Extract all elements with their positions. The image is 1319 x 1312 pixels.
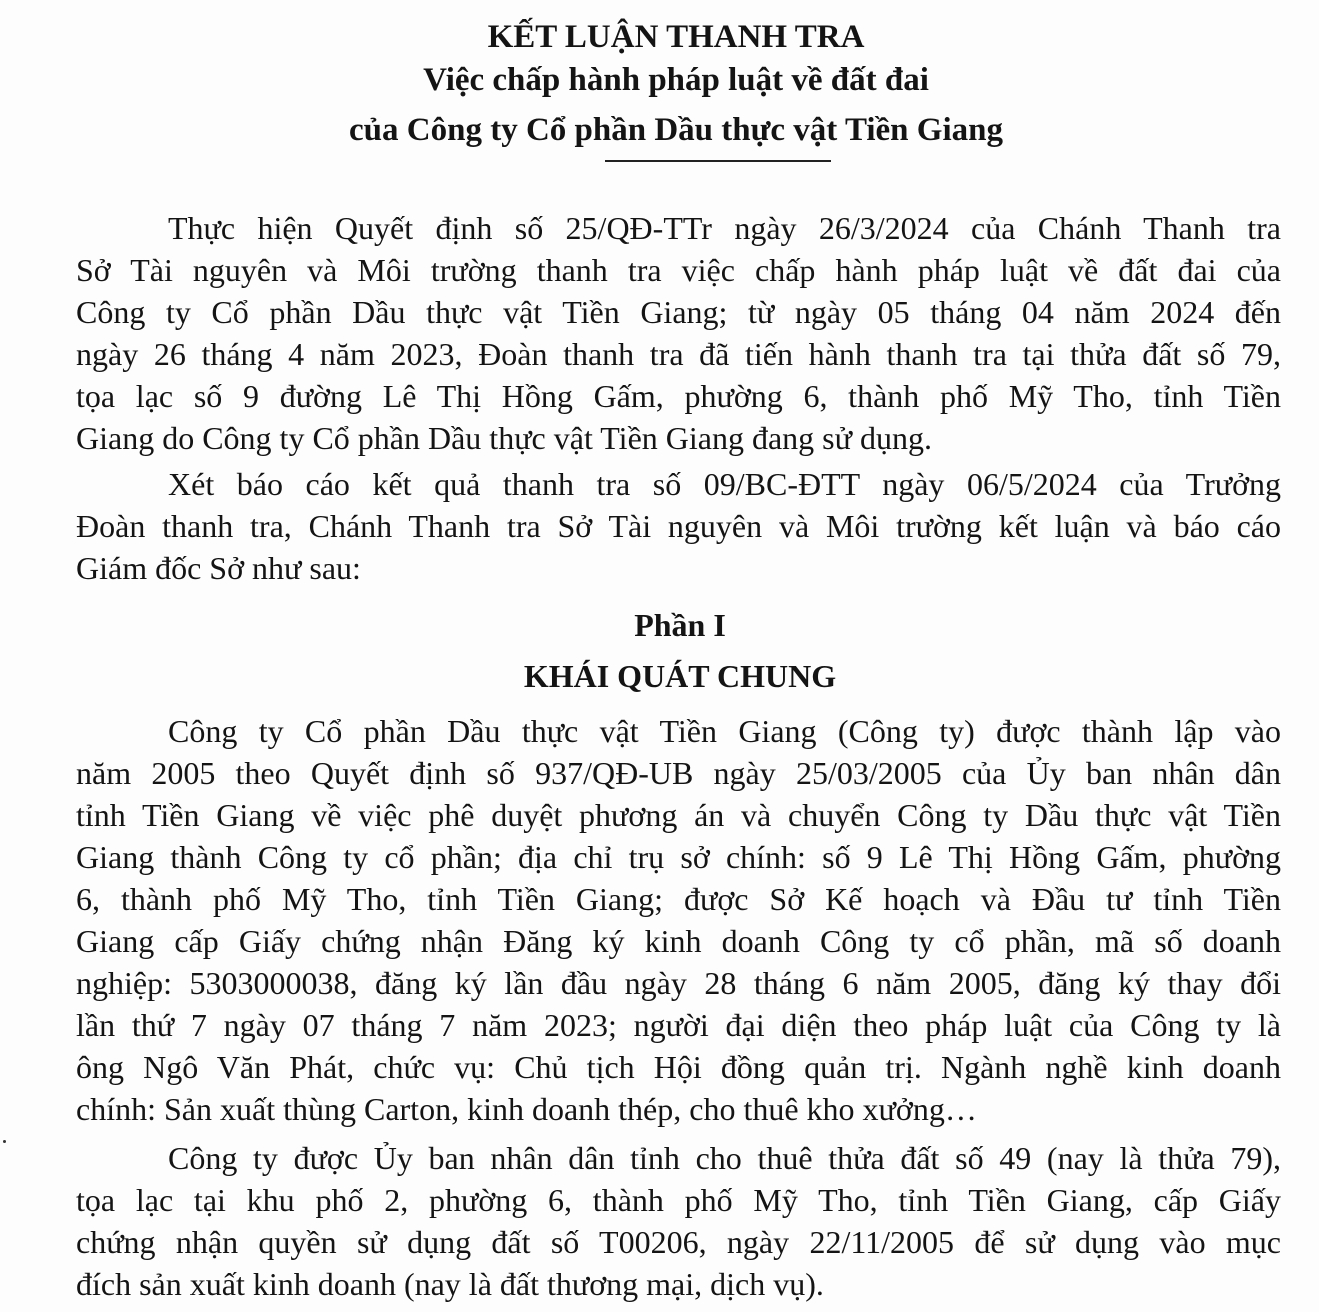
text-line: lần thứ 7 ngày 07 tháng 7 năm 2023; người đại diện theo pháp luật của Công ty là [76, 1007, 1281, 1043]
document-title: KẾT LUẬN THANH TRA [487, 19, 865, 55]
text-line: Thực hiện Quyết định số 25/QĐ-TTr ngày 26/3/2024 của Chánh Thanh tra [168, 210, 1281, 246]
text-line: tỉnh Tiền Giang về việc phê duyệt phương án và chuyển Công ty Dầu thực vật Tiền [76, 797, 1281, 833]
title-underline-divider [605, 160, 831, 162]
text-line: tọa lạc tại khu phố 2, phường 6, thành phố Mỹ Tho, tỉnh Tiền Giang, cấp Giấy [76, 1182, 1281, 1218]
paragraph-land-lease [76, 1137, 1281, 1305]
document-subtitle-line-1: Việc chấp hành pháp luật về đất đai [423, 62, 929, 98]
section-part-label: Phần I [634, 607, 726, 643]
text-line: Giang thành Công ty cổ phần; địa chỉ trụ sở chính: số 9 Lê Thị Hồng Gấm, phường [76, 839, 1281, 875]
section-heading: KHÁI QUÁT CHUNG [523, 658, 837, 694]
text-line: chứng nhận quyền sử dụng đất số T00206, ngày 22/11/2005 để sử dụng vào mục [76, 1224, 1281, 1260]
document-subtitle-line-2: của Công ty Cổ phần Dầu thực vật Tiền Giang [349, 112, 1003, 148]
text-line: ngày 26 tháng 4 năm 2023, Đoàn thanh tra đã tiến hành thanh tra tại thửa đất số 79, [76, 336, 1281, 372]
text-line: Công ty Cổ phần Dầu thực vật Tiền Giang; từ ngày 05 tháng 04 năm 2024 đến [76, 294, 1281, 330]
text-line: Giám đốc Sở như sau: [76, 550, 361, 586]
text-line: Xét báo cáo kết quả thanh tra số 09/BC-ĐTT ngày 06/5/2024 của Trưởng [168, 466, 1281, 502]
text-line: 6, thành phố Mỹ Tho, tỉnh Tiền Giang; được Sở Kế hoạch và Đầu tư tỉnh Tiền [76, 881, 1281, 917]
paragraph-inspection-decision [76, 207, 1281, 459]
text-line: Công ty được Ủy ban nhân dân tỉnh cho thuê thửa đất số 49 (nay là thửa 79), [168, 1140, 1281, 1176]
text-line: Công ty Cổ phần Dầu thực vật Tiền Giang (Công ty) được thành lập vào [168, 713, 1281, 749]
text-line: chính: Sản xuất thùng Carton, kinh doanh thép, cho thuê kho xưởng… [76, 1091, 977, 1127]
text-line: Giang cấp Giấy chứng nhận Đăng ký kinh doanh Công ty cổ phần, mã số doanh [76, 923, 1281, 959]
paragraph-company-overview [76, 710, 1281, 1130]
text-line: ông Ngô Văn Phát, chức vụ: Chủ tịch Hội đồng quản trị. Ngành nghề kinh doanh [76, 1049, 1281, 1085]
text-line: Đoàn thanh tra, Chánh Thanh tra Sở Tài nguyên và Môi trường kết luận và báo cáo [76, 508, 1281, 544]
scan-speck [3, 1140, 6, 1143]
text-line: năm 2005 theo Quyết định số 937/QĐ-UB ngày 25/03/2005 của Ủy ban nhân dân [76, 755, 1281, 791]
paragraph-report-review [76, 463, 1281, 589]
text-line: tọa lạc số 9 đường Lê Thị Hồng Gấm, phường 6, thành phố Mỹ Tho, tỉnh Tiền [76, 378, 1281, 414]
text-line: nghiệp: 5303000038, đăng ký lần đầu ngày 28 tháng 6 năm 2005, đăng ký thay đổi [76, 965, 1281, 1001]
text-line: Sở Tài nguyên và Môi trường thanh tra việc chấp hành pháp luật về đất đai của [76, 252, 1281, 288]
text-line: Giang do Công ty Cổ phần Dầu thực vật Tiền Giang đang sử dụng. [76, 420, 932, 456]
text-line: đích sản xuất kinh doanh (nay là đất thương mại, dịch vụ). [76, 1266, 824, 1302]
